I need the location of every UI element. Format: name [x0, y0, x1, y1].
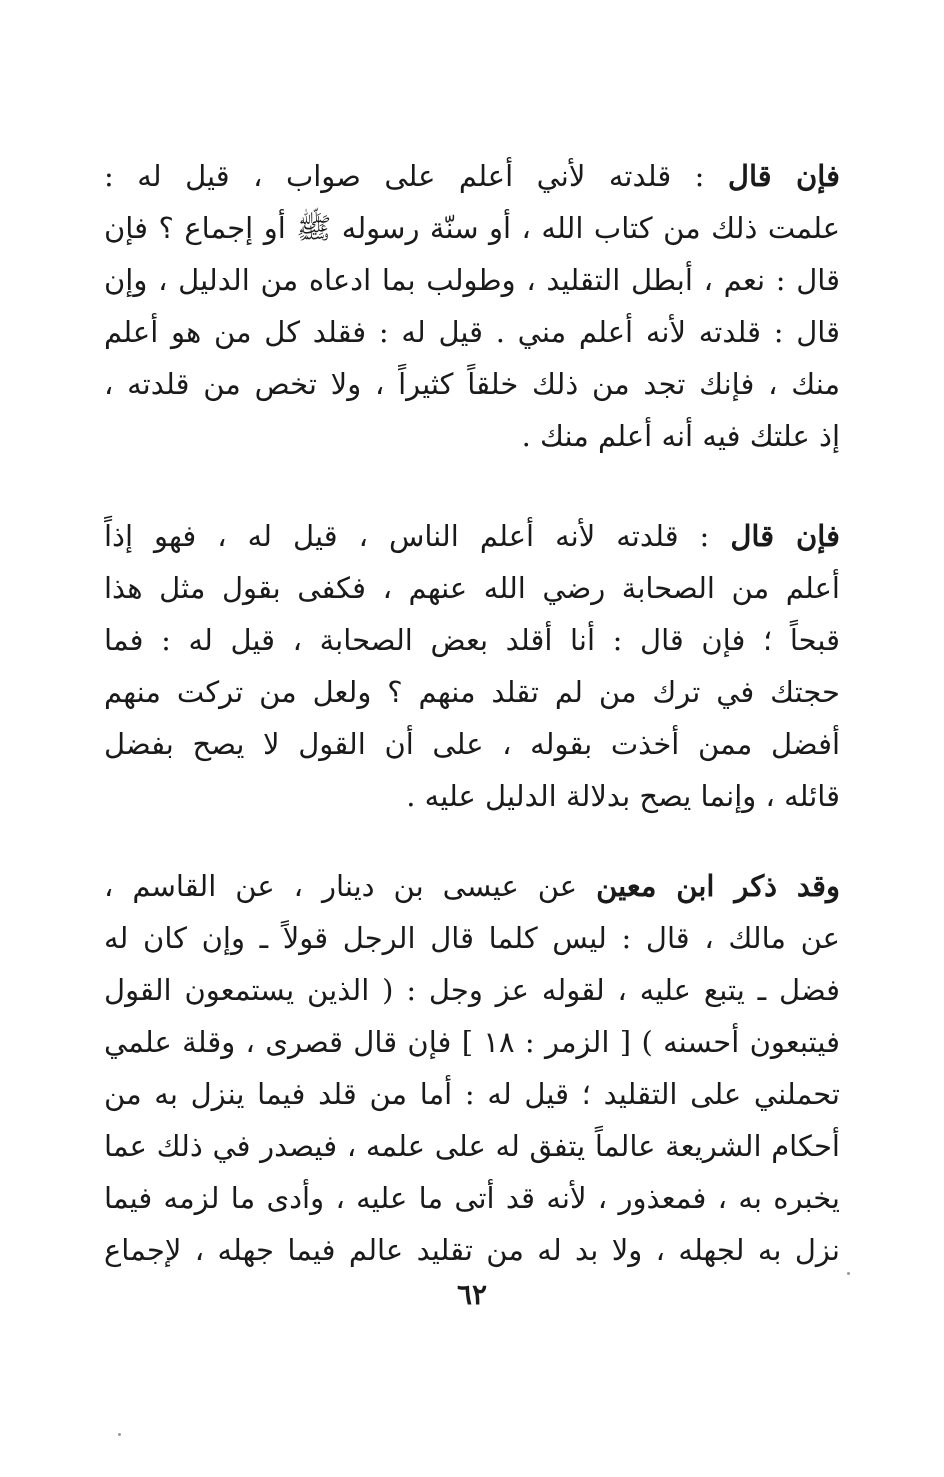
paragraph-line: علمت ذلك من كتاب الله ، أو سنّة رسوله ﷺ أو إجماع ؟ فإن	[104, 211, 840, 245]
paragraph-lead: وقد ذكر ابن معين	[596, 869, 840, 903]
paragraph-line: عن مالك ، قال : ليس كلما قال الرجل قولاً ـ وإن كان له	[104, 921, 840, 955]
line-text: عن عيسى بن دينار ، عن القاسم ،	[104, 869, 597, 903]
paragraph-line: يخبره به ، فمعذور ، لأنه قد أتى ما عليه ، وأدى ما لزمه فيما	[104, 1181, 840, 1215]
paragraph-line: أعلم من الصحابة رضي الله عنهم ، فكفى بقول مثل هذا	[104, 571, 840, 605]
paragraph-lead: فإن قال	[727, 159, 840, 193]
paragraph-line: قائله ، وإنما يصح بدلالة الدليل عليه .	[406, 779, 840, 813]
paragraph-lead: فإن قال	[730, 519, 840, 553]
scan-speck	[118, 1433, 121, 1436]
paragraph-2	[104, 510, 840, 822]
paragraph-line: فيتبعون أحسنه ) [ الزمر : ١٨ ] فإن قال قصرى ، وقلة علمي	[104, 1025, 840, 1059]
paragraph-line	[104, 860, 840, 912]
paragraph-line: قال : نعم ، أبطل التقليد ، وطولب بما ادعاه من الدليل ، وإن	[104, 263, 840, 297]
page-number: ٦٢	[456, 1278, 488, 1311]
paragraph-line: أحكام الشريعة عالماً يتفق له على علمه ، فيصدر في ذلك عما	[104, 1129, 840, 1163]
paragraph-line: تحملني على التقليد ؛ قيل له : أما من قلد فيما ينزل به من	[104, 1077, 840, 1111]
scan-speck	[847, 1272, 850, 1275]
paragraph-line	[104, 150, 840, 202]
paragraph-line: حجتك في ترك من لم تقلد منهم ؟ ولعل من تركت منهم	[104, 675, 840, 709]
paragraph-1	[104, 150, 840, 462]
paragraph-line: نزل به لجهله ، ولا بد له من تقليد عالم فيما جهله ، لإجماع	[104, 1233, 840, 1267]
paragraph-line: منك ، فإنك تجد من ذلك خلقاً كثيراً ، ولا تخص من قلدته ،	[104, 367, 840, 401]
paragraph-line	[104, 510, 840, 562]
paragraph-3	[104, 860, 840, 1276]
paragraph-line: قبحاً ؛ فإن قال : أنا أقلد بعض الصحابة ، قيل له : فما	[104, 623, 840, 657]
paragraph-line: فضل ـ يتبع عليه ، لقوله عز وجل : ( الذين يستمعون القول	[104, 973, 840, 1007]
paragraph-line: إذ علتك فيه أنه أعلم منك .	[521, 419, 840, 453]
line-text: : قلدته لأنه أعلم الناس ، قيل له ، فهو إذاً	[104, 519, 731, 553]
paragraph-line: أفضل ممن أخذت بقوله ، على أن القول لا يصح بفضل	[104, 727, 840, 761]
paragraph-line: قال : قلدته لأنه أعلم مني . قيل له : فقلد كل من هو أعلم	[104, 315, 840, 349]
line-text: : قلدته لأني أعلم على صواب ، قيل له :	[104, 159, 728, 193]
